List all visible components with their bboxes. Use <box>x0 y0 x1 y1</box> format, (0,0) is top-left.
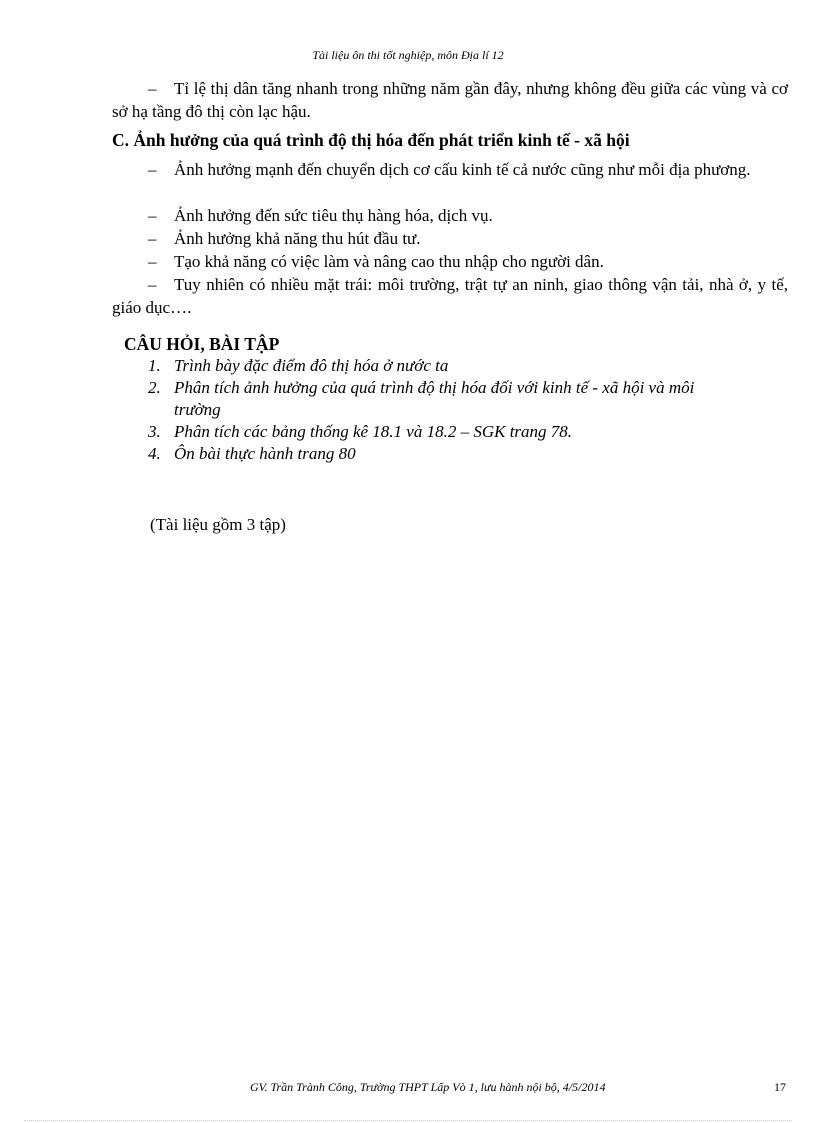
item-text: Ảnh hưởng mạnh đến chuyển dịch cơ cấu kinh tế cả nước cũng như mỗi địa phương. <box>174 160 751 179</box>
question-text: Trình bày đặc điểm đô thị hóa ở nước ta <box>174 356 449 375</box>
section-c-heading: C. Ảnh hưởng của quá trình độ thị hóa đến phát triển kinh tế - xã hội <box>112 130 630 150</box>
page-header: Tài liệu ôn thi tốt nghiệp, môn Địa lí 12 <box>312 48 504 62</box>
dash-marker: – <box>148 252 157 271</box>
section-c-item-1 <box>112 158 788 181</box>
dash-marker: – <box>148 160 157 179</box>
item-text: Ảnh hưởng khả năng thu hút đầu tư. <box>174 229 421 248</box>
item-text: Tuy nhiên có nhiều mặt trái: môi trường, trật tự an ninh, giao thông vận tải, nhà ở, y tế, giáo dục…. <box>112 275 788 317</box>
section-c-item-2 <box>148 204 788 227</box>
dash-marker: – <box>148 275 157 294</box>
question-number: 4. <box>148 444 161 463</box>
volume-note: (Tài liệu gồm 3 tập) <box>150 515 286 534</box>
dash-marker: – <box>148 79 157 98</box>
question-number: 1. <box>148 356 161 375</box>
question-text: Phân tích các bảng thống kê 18.1 và 18.2 – SGK trang 78. <box>174 422 573 441</box>
question-number: 2. <box>148 378 161 397</box>
section-c-item-3 <box>148 227 788 250</box>
question-item <box>148 377 788 421</box>
intro-paragraph <box>112 77 788 123</box>
question-number: 3. <box>148 422 161 441</box>
question-text-continued: trường <box>174 400 221 419</box>
question-item <box>148 443 788 465</box>
page-bottom-divider <box>24 1120 792 1121</box>
intro-text: Tỉ lệ thị dân tăng nhanh trong những năm gần đây, nhưng không đều giữa các vùng và cơ sở hạ tầng đô thị còn lạc hậu. <box>112 79 788 121</box>
question-text: Phân tích ảnh hưởng của quá trình độ thị hóa đối với kinh tế - xã hội và môi <box>174 378 695 397</box>
page-footer: GV. Trần Trành Công, Trường THPT Lấp Vò 1, lưu hành nội bộ, 4/5/2014 <box>250 1080 606 1094</box>
item-text: Tạo khả năng có việc làm và nâng cao thu nhập cho người dân. <box>174 252 604 271</box>
page-number: 17 <box>774 1080 786 1094</box>
question-item <box>148 421 788 443</box>
dash-marker: – <box>148 206 157 225</box>
item-text: Ảnh hưởng đến sức tiêu thụ hàng hóa, dịch vụ. <box>174 206 493 225</box>
section-c-item-5 <box>112 273 788 319</box>
question-item <box>148 355 788 377</box>
question-text: Ôn bài thực hành trang 80 <box>174 444 356 463</box>
dash-marker: – <box>148 229 157 248</box>
section-c-item-4 <box>148 250 788 273</box>
questions-heading: CÂU HỎI, BÀI TẬP <box>124 334 280 354</box>
